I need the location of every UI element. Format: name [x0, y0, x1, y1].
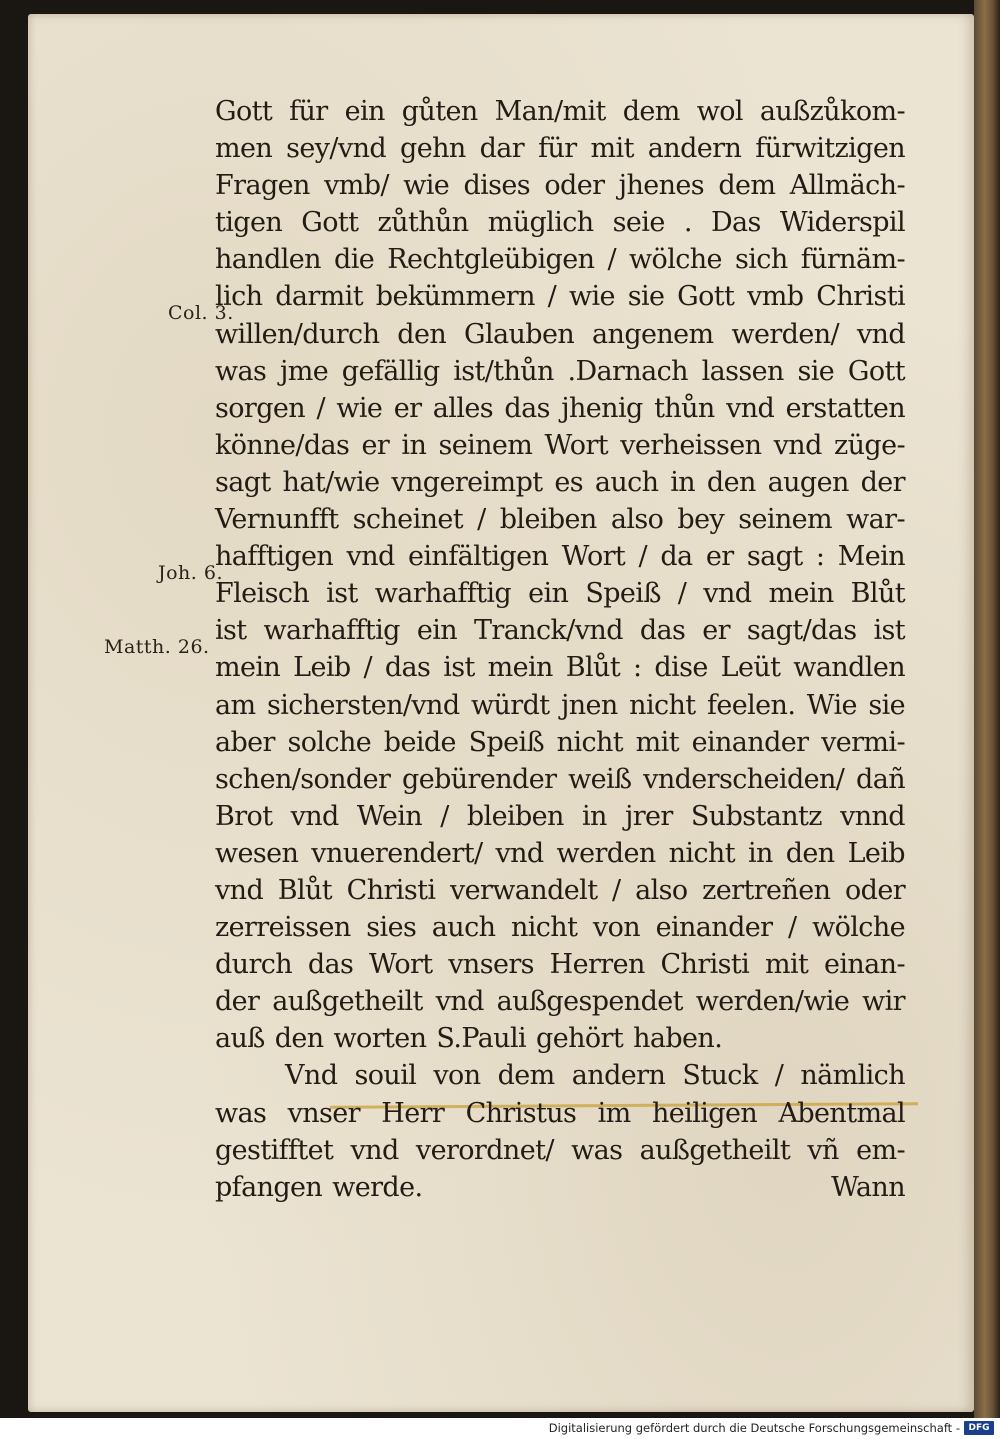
dfg-logo: DFG — [964, 1421, 994, 1435]
text-line: handlen die Rechtgleübigen / wölche sich fürnäm- — [215, 244, 905, 276]
text-line: was jme gefällig ist/thůn .Darnach lassen sie Gott — [215, 355, 905, 387]
text-line: aber solche beide Speiß nicht mit einander vermi- — [215, 726, 905, 758]
text-line: was vnser Herr Christus im heiligen Abentmal — [215, 1097, 905, 1129]
text-line: wesen vnuerendert/ vnd werden nicht in den Leib — [215, 837, 905, 869]
text-line: ist warhafftig ein Tranck/vnd das er sagt/das ist — [215, 615, 905, 647]
text-line: Brot vnd Wein / bleiben in jrer Substantz vnnd — [215, 800, 905, 832]
text-line: schen/sonder gebürender weiß vnderscheiden/ dañ — [215, 763, 905, 795]
text-line: lich darmit bekümmern / wie sie Gott vmb Christi — [215, 281, 905, 313]
page-text — [215, 93, 905, 1206]
text-line: zerreissen sies auch nicht von einander / wölche — [215, 912, 905, 944]
text-line: gestifftet vnd verordnet/ was außgetheilt vñ em- — [215, 1134, 905, 1166]
final-line-text: pfangen werde. — [215, 1171, 423, 1203]
text-line: Vnd souil von dem andern Stuck / nämlich — [285, 1060, 905, 1092]
text-line: Vernunfft scheinet / bleiben also bey seinem war- — [215, 504, 905, 536]
text-line: Fleisch ist warhafftig ein Speiß / vnd mein Blůt — [215, 578, 905, 610]
text-line: auß den worten S.Pauli gehört haben. — [215, 1023, 723, 1055]
marginal-note-col: Col. 3. — [168, 302, 234, 324]
text-line: Fragen vmb/ wie dises oder jhenes dem Allmäch- — [215, 170, 905, 202]
text-line: hafftigen vnd einfältigen Wort / da er sagt : Mein — [215, 541, 905, 573]
book-spine-edge — [974, 0, 1000, 1418]
text-line: sorgen / wie er alles das jhenig thůn vnd erstatten — [215, 392, 905, 424]
text-line: tigen Gott zůthůn müglich seie . Das Widerspil — [215, 207, 905, 239]
text-line-last — [215, 1169, 905, 1206]
marginal-note-joh: Joh. 6. — [158, 562, 223, 584]
text-line: Gott für ein gůten Man/mit dem wol außzůkom- — [215, 96, 905, 127]
text-line: willen/durch den Glauben angenem werden/ vnd — [215, 318, 905, 350]
funding-notice: Digitalisierung gefördert durch die Deutsche Forschungsgemeinschaft - — [548, 1421, 960, 1435]
catchword: Wann — [831, 1171, 905, 1203]
text-line: am sichersten/vnd würdt jnen nicht feelen. Wie sie — [215, 689, 905, 721]
text-line: durch das Wort vnsers Herren Christi mit einan- — [215, 949, 905, 981]
text-line: vnd Blůt Christi verwandelt / also zertreñen oder — [215, 874, 905, 906]
footer-bar — [0, 1418, 1000, 1439]
marginal-note-matth: Matth. 26. — [104, 636, 210, 658]
text-line: men sey/vnd gehn dar für mit andern fürwitzigen — [215, 133, 905, 165]
text-line: sagt hat/wie vngereimpt es auch in den augen der — [215, 466, 905, 498]
text-line: der außgetheilt vnd außgespendet werden/wie wir — [215, 986, 905, 1018]
text-line: mein Leib / das ist mein Blůt : dise Leüt wandlen — [215, 652, 905, 684]
text-line: könne/das er in seinem Wort verheissen vnd züge- — [215, 429, 905, 461]
